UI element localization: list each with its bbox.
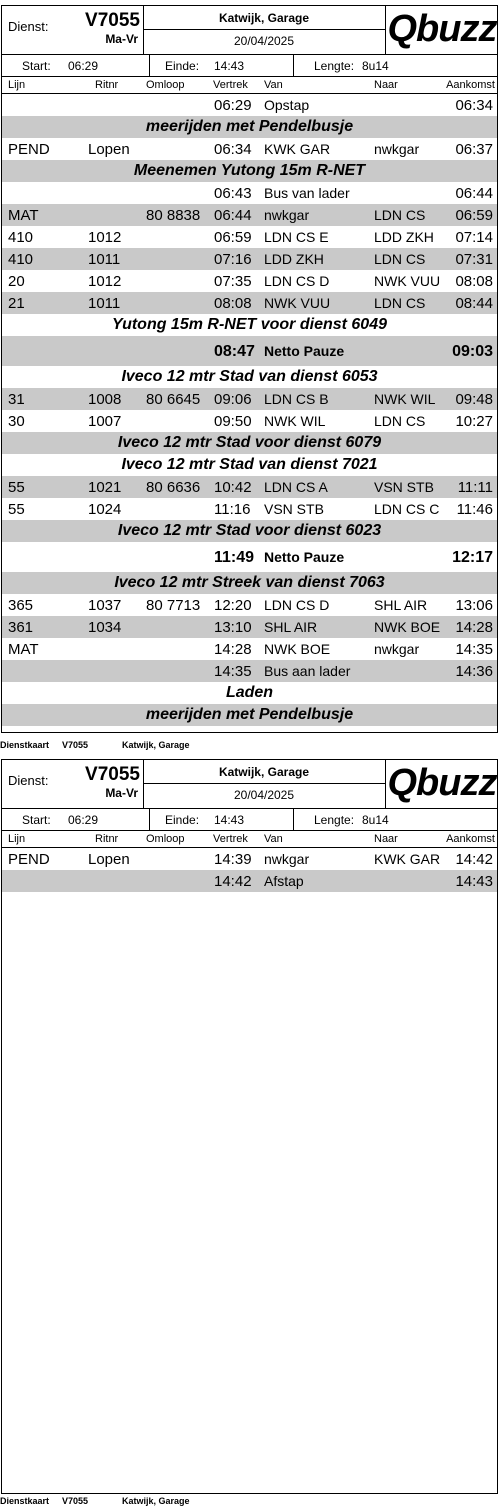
cell-omloop: 80 8838	[146, 207, 201, 224]
dienst-days: Ma-Vr	[105, 786, 138, 800]
col-naar: Naar	[374, 79, 398, 91]
header-divider	[143, 783, 385, 784]
einde-label: Einde:	[165, 813, 200, 827]
lengte-label: Lengte:	[314, 59, 355, 73]
cell-ritnr: Lopen	[88, 851, 130, 868]
schedule-row	[2, 660, 497, 682]
cell-naar: NWK BOE	[374, 619, 441, 635]
schedule-row	[2, 292, 497, 314]
footer-code: V7055	[62, 740, 89, 750]
cell-aankomst: 10:27	[455, 413, 493, 430]
schedule-row	[2, 848, 497, 870]
lengte-value: 8u14	[362, 59, 389, 73]
cell-van: NWK BOE	[264, 641, 331, 657]
cell-van: Bus aan lader	[264, 663, 351, 679]
schedule-row	[2, 388, 497, 410]
cell-lijn: 361	[8, 619, 34, 636]
cell-aankomst: 06:59	[455, 207, 493, 224]
cell-aankomst: 14:43	[455, 873, 493, 890]
cell-van: nwkgar	[264, 207, 310, 223]
cell-vertrek: 09:06	[214, 391, 252, 408]
section-header	[2, 572, 497, 594]
header-divider	[143, 29, 385, 30]
cell-lijn: 55	[8, 479, 25, 496]
cell-van: Bus van lader	[264, 185, 350, 201]
section-title: Iveco 12 mtr Stad voor dienst 6023	[117, 522, 382, 539]
cell-aankomst: 14:35	[455, 641, 493, 658]
schedule-row	[2, 638, 497, 660]
cell-vertrek: 13:10	[214, 619, 252, 636]
cell-vertrek: 14:28	[214, 641, 252, 658]
cell-naar: nwkgar	[374, 641, 420, 657]
einde-value: 14:43	[214, 813, 245, 827]
cell-ritnr: 1011	[88, 295, 121, 312]
col-lijn: Lijn	[8, 79, 26, 91]
section-header	[2, 314, 497, 336]
cell-omloop: 80 7713	[146, 597, 201, 614]
info-divider	[149, 55, 150, 76]
section-header	[2, 682, 497, 704]
cell-vertrek: 14:35	[214, 663, 252, 680]
qbuzz-logo: Qbuzz	[387, 8, 497, 50]
pause-label: Netto Pauze	[264, 343, 345, 359]
section-header	[2, 454, 497, 476]
schedule-row	[2, 94, 497, 116]
lengte-value: 8u14	[362, 813, 389, 827]
cell-van: LDN CS A	[264, 479, 328, 495]
dienst-code: V7055	[85, 764, 140, 785]
dienst-label: Dienst:	[8, 19, 49, 34]
service-date: 20/04/2025	[233, 34, 295, 48]
page-2-schedule-table	[2, 848, 497, 892]
schedule-row	[2, 594, 497, 616]
col-ritnr: Ritnr	[95, 79, 119, 91]
cell-vertrek: 12:20	[214, 597, 252, 614]
cell-lijn: MAT	[8, 641, 39, 658]
cell-vertrek: 10:42	[214, 479, 252, 496]
start-value: 06:29	[68, 813, 99, 827]
schedule-row	[2, 204, 497, 226]
section-title: Iveco 12 mtr Stad voor dienst 6079	[117, 434, 382, 451]
col-vertrek: Vertrek	[213, 833, 248, 845]
footer-label: Dienstkaart	[0, 1496, 50, 1506]
cell-naar: LDN CS C	[374, 501, 440, 517]
section-title: Iveco 12 mtr Stad van dienst 6053	[121, 368, 378, 385]
section-title: Iveco 12 mtr Stad van dienst 7021	[121, 456, 378, 473]
cell-lijn: 31	[8, 391, 25, 408]
einde-value: 14:43	[214, 59, 245, 73]
section-header	[2, 366, 497, 388]
cell-ritnr: 1021	[88, 479, 122, 496]
cell-aankomst: 08:08	[455, 273, 493, 290]
cell-aankomst: 08:44	[455, 295, 493, 312]
cell-lijn: PEND	[8, 851, 50, 868]
section-header	[2, 116, 497, 138]
cell-van: nwkgar	[264, 851, 310, 867]
section-header	[2, 704, 497, 726]
location-title: Katwijk, Garage	[218, 765, 310, 779]
location-title: Katwijk, Garage	[218, 11, 310, 25]
cell-vertrek: 14:42	[214, 873, 252, 890]
pause-end: 12:17	[452, 549, 493, 566]
cell-aankomst: 06:44	[455, 185, 493, 202]
page-1-frame	[1, 5, 498, 733]
dienst-days: Ma-Vr	[105, 32, 138, 46]
section-title: Meenemen Yutong 15m R-NET	[133, 162, 366, 179]
page-1-column-headers	[2, 77, 497, 94]
cell-vertrek: 14:39	[214, 851, 252, 868]
dienst-label: Dienst:	[8, 773, 49, 788]
cell-van: VSN STB	[264, 501, 324, 517]
pause-row	[2, 336, 497, 366]
cell-naar: NWK VUU	[374, 273, 441, 289]
cell-vertrek: 07:35	[214, 273, 252, 290]
footer-location: Katwijk, Garage	[122, 1496, 190, 1506]
cell-van: NWK VUU	[264, 295, 331, 311]
cell-van: LDN CS D	[264, 597, 330, 613]
cell-naar: SHL AIR	[374, 597, 428, 613]
cell-lijn: 21	[8, 295, 25, 312]
pause-start: 11:49	[214, 549, 255, 566]
page-1-info-bar	[2, 55, 497, 77]
start-value: 06:29	[68, 59, 99, 73]
schedule-row	[2, 410, 497, 432]
page-1-schedule-table	[2, 94, 497, 726]
cell-van: KWK GAR	[264, 141, 331, 157]
start-label: Start:	[22, 59, 51, 73]
cell-vertrek: 08:08	[214, 295, 252, 312]
cell-van: LDN CS B	[264, 391, 329, 407]
cell-vertrek: 06:29	[214, 97, 252, 114]
section-title: Yutong 15m R-NET voor dienst 6049	[111, 316, 387, 333]
col-van: Van	[264, 833, 283, 845]
cell-aankomst: 14:42	[455, 851, 493, 868]
cell-naar: LDN CS	[374, 413, 426, 429]
cell-aankomst: 11:11	[457, 479, 493, 496]
schedule-row	[2, 616, 497, 638]
cell-naar: LDN CS	[374, 295, 426, 311]
cell-vertrek: 11:16	[214, 501, 251, 518]
footer-label: Dienstkaart	[0, 740, 50, 750]
service-date: 20/04/2025	[233, 788, 295, 802]
cell-ritnr: 1012	[88, 273, 122, 290]
start-label: Start:	[22, 813, 51, 827]
info-divider	[293, 809, 294, 830]
cell-aankomst: 09:48	[455, 391, 493, 408]
schedule-row	[2, 182, 497, 204]
cell-aankomst: 06:37	[455, 141, 493, 158]
cell-ritnr: 1037	[88, 597, 122, 614]
cell-aankomst: 07:31	[455, 251, 493, 268]
schedule-row	[2, 138, 497, 160]
qbuzz-logo: Qbuzz	[387, 762, 497, 804]
lengte-label: Lengte:	[314, 813, 355, 827]
cell-ritnr: 1024	[88, 501, 122, 518]
page-2-frame	[1, 759, 498, 1494]
section-header	[2, 432, 497, 454]
footer-code: V7055	[62, 1496, 89, 1506]
footer-location: Katwijk, Garage	[122, 740, 190, 750]
info-divider	[149, 809, 150, 830]
page-2-info-bar	[2, 809, 497, 831]
info-divider	[293, 55, 294, 76]
col-omloop: Omloop	[146, 833, 185, 845]
cell-aankomst: 06:34	[455, 97, 493, 114]
schedule-row	[2, 870, 497, 892]
schedule-row	[2, 270, 497, 292]
page-1-header	[2, 6, 497, 55]
col-omloop: Omloop	[146, 79, 185, 91]
cell-van: Afstap	[264, 873, 304, 889]
cell-naar: nwkgar	[374, 141, 420, 157]
dienst-code: V7055	[85, 10, 140, 31]
cell-van: LDN CS E	[264, 229, 329, 245]
cell-vertrek: 06:34	[214, 141, 252, 158]
cell-van: SHL AIR	[264, 619, 318, 635]
cell-naar: NWK WIL	[374, 391, 436, 407]
page-2-header	[2, 760, 497, 809]
schedule-row	[2, 498, 497, 520]
cell-van: Opstap	[264, 97, 310, 113]
col-vertrek: Vertrek	[213, 79, 248, 91]
schedule-row	[2, 226, 497, 248]
col-ritnr: Ritnr	[95, 833, 119, 845]
cell-vertrek: 06:44	[214, 207, 252, 224]
cell-ritnr: 1008	[88, 391, 122, 408]
page-2-column-headers	[2, 831, 497, 848]
cell-lijn: 30	[8, 413, 25, 430]
cell-lijn: 365	[8, 597, 34, 614]
pause-start: 08:47	[214, 343, 255, 360]
cell-ritnr: 1007	[88, 413, 122, 430]
section-header	[2, 520, 497, 542]
pause-end: 09:03	[452, 343, 493, 360]
cell-ritnr: 1011	[88, 251, 121, 268]
cell-aankomst: 07:14	[455, 229, 493, 246]
cell-lijn: MAT	[8, 207, 39, 224]
cell-vertrek: 06:43	[214, 185, 252, 202]
cell-ritnr: Lopen	[88, 141, 130, 158]
cell-aankomst: 13:06	[455, 597, 493, 614]
cell-van: NWK WIL	[264, 413, 326, 429]
pause-label: Netto Pauze	[264, 549, 345, 565]
cell-naar: VSN STB	[374, 479, 434, 495]
schedule-row	[2, 476, 497, 498]
section-title: meerijden met Pendelbusje	[145, 118, 354, 135]
pause-row	[2, 542, 497, 572]
cell-aankomst: 14:28	[455, 619, 493, 636]
cell-vertrek: 07:16	[214, 251, 252, 268]
cell-vertrek: 09:50	[214, 413, 252, 430]
section-title: Iveco 12 mtr Streek van dienst 7063	[114, 574, 385, 591]
cell-naar: LDN CS	[374, 207, 426, 223]
col-aankomst: Aankomst	[446, 833, 495, 845]
cell-lijn: 55	[8, 501, 25, 518]
schedule-row	[2, 248, 497, 270]
cell-naar: KWK GAR	[374, 851, 441, 867]
col-van: Van	[264, 79, 283, 91]
cell-vertrek: 06:59	[214, 229, 252, 246]
cell-aankomst: 11:46	[456, 501, 493, 518]
cell-ritnr: 1034	[88, 619, 122, 636]
cell-lijn: 20	[8, 273, 25, 290]
cell-omloop: 80 6645	[146, 391, 201, 408]
einde-label: Einde:	[165, 59, 200, 73]
cell-van: LDN CS D	[264, 273, 330, 289]
cell-van: LDD ZKH	[264, 251, 324, 267]
cell-aankomst: 14:36	[455, 663, 493, 680]
cell-omloop: 80 6636	[146, 479, 201, 496]
col-aankomst: Aankomst	[446, 79, 495, 91]
section-title: meerijden met Pendelbusje	[145, 706, 354, 723]
cell-naar: LDD ZKH	[374, 229, 434, 245]
cell-ritnr: 1012	[88, 229, 122, 246]
col-naar: Naar	[374, 833, 398, 845]
col-lijn: Lijn	[8, 833, 26, 845]
section-header	[2, 160, 497, 182]
cell-lijn: PEND	[8, 141, 50, 158]
section-title: Laden	[225, 684, 274, 701]
cell-naar: LDN CS	[374, 251, 426, 267]
cell-lijn: 410	[8, 251, 34, 268]
cell-lijn: 410	[8, 229, 34, 246]
